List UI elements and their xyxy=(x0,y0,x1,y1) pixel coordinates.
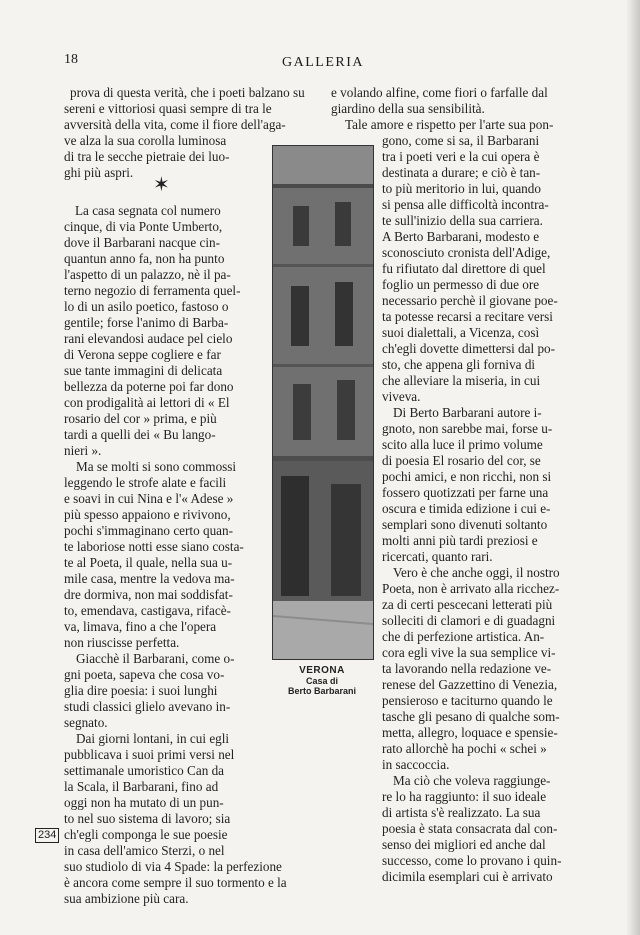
text-line: viveva. xyxy=(382,389,421,404)
text-line: terno negozio di ferramenta quel- xyxy=(64,283,241,298)
text-line: ch'egli componga le sue poesie xyxy=(64,827,228,842)
text-line: pubblicava i suoi primi versi nel xyxy=(64,747,235,762)
text-line: to più meritorio in lui, quando xyxy=(382,181,541,196)
text-line: sua ambizione più cara. xyxy=(64,891,189,906)
section-star-ornament: ✶ xyxy=(153,172,170,196)
text-line: in casa dell'amico Sterzi, o nel xyxy=(64,843,225,858)
text-line: bellezza da poterne poi far dono xyxy=(64,379,234,394)
text-line: te sull'inizio della sua carriera. xyxy=(382,213,543,228)
text-line: gono, come si sa, il Barbarani xyxy=(382,133,540,148)
text-line: metta, allegro, loquace e spensie- xyxy=(382,725,558,740)
text-line: gni poeta, sapeva che cosa vo- xyxy=(64,667,225,682)
text-line: sto, che appena gli forniva di xyxy=(382,357,536,372)
plate-number-stamp: 234 xyxy=(35,828,59,843)
text-line: l'aspetto di un palazzo, nè il pa- xyxy=(64,267,231,282)
photo-caption-title: VERONA xyxy=(299,665,345,676)
text-line: ta potesse recarsi a recitare versi xyxy=(382,309,553,324)
text-line: mile casa, mentre la vedova ma- xyxy=(64,571,235,586)
text-line: e volando alfine, come fiori o farfalle dal xyxy=(331,85,548,100)
photo-caption xyxy=(272,666,372,696)
text-line: ghi più aspri. xyxy=(64,165,134,180)
text-line: suoi dialettali, a Vicenza, così xyxy=(382,325,540,340)
text-line: giardino della sua sensibilità. xyxy=(331,101,485,116)
text-line: ch'egli dovette dimettersi dal po- xyxy=(382,341,556,356)
text-line: Vero è che anche oggi, il nostro xyxy=(393,565,560,580)
text-line: dicimila esemplari cui è arrivato xyxy=(382,869,553,884)
text-line: ve alza la sua corolla luminosa xyxy=(64,133,227,148)
text-line: semplari sono divenuti soltanto xyxy=(382,517,548,532)
text-line: rato allorchè ha pochi « schei » xyxy=(382,741,547,756)
text-line: Ma ciò che voleva raggiunge- xyxy=(393,773,551,788)
text-line: successo, come lo provano i quin- xyxy=(382,853,562,868)
text-line: to nel suo sistema di lavoro; sia xyxy=(64,811,231,826)
text-line: più spesso appaiono e rivivono, xyxy=(64,507,231,522)
text-line: rani elevandosi audace pel cielo xyxy=(64,331,233,346)
text-line: si pensa alle difficoltà incontra- xyxy=(382,197,549,212)
text-line: senso dei migliori ed anche dal xyxy=(382,837,546,852)
text-line: sconosciuto cronista dell'Adige, xyxy=(382,245,551,260)
text-line: studi classici glielo avevano in- xyxy=(64,699,231,714)
text-line: destinata a durare; e ciò è tan- xyxy=(382,165,541,180)
text-line: nieri ». xyxy=(64,443,102,458)
page-number: 18 xyxy=(64,52,78,67)
text-line: settimanale umoristico Can da xyxy=(64,763,225,778)
text-line: Poeta, non è arrivato alla ricchez- xyxy=(382,581,560,596)
text-line: Giacchè il Barbarani, come o- xyxy=(76,651,235,666)
text-line: e soavi in cui Nina e l'« Adese » xyxy=(64,491,234,506)
text-line: dove il Barbarani nacque cin- xyxy=(64,235,220,250)
text-line: foglio un permesso di due ore xyxy=(382,277,540,292)
text-line: gnoto, non sarebbe mai, forse u- xyxy=(382,421,553,436)
text-line: renese del Gazzettino di Venezia, xyxy=(382,677,558,692)
text-line: Ma se molti si sono commossi xyxy=(76,459,237,474)
text-line: te al Poeta, il quale, nella sua u- xyxy=(64,555,233,570)
text-line: di artista s'è realizzato. La sua xyxy=(382,805,541,820)
page-edge-shadow xyxy=(626,0,640,935)
text-line: Di Berto Barbarani autore i- xyxy=(393,405,542,420)
text-line: tardi a quelli dei « Bu lango- xyxy=(64,427,216,442)
text-line: la Scala, il Barbarani, fino ad xyxy=(64,779,219,794)
text-line: glia dire poesia: i suoi lunghi xyxy=(64,683,218,698)
running-head: GALLERIA xyxy=(282,55,364,70)
text-line: oscura e timida edizione i cui e- xyxy=(382,501,551,516)
text-line: gentile; forse l'animo di Barba- xyxy=(64,315,229,330)
text-line: necessario perchè il giovane poe- xyxy=(382,293,558,308)
text-line: leggendo le strofe alate e facili xyxy=(64,475,227,490)
text-line: te laboriose notti esse siano costa- xyxy=(64,539,244,554)
text-line: non riuscisse perfetta. xyxy=(64,635,180,650)
text-line: in saccoccia. xyxy=(382,757,450,772)
text-line: cora egli vive la sua semplice vi- xyxy=(382,645,556,660)
text-line: pochi amici, e non ricchi, non si xyxy=(382,469,552,484)
text-line: di tra le secche pietraie dei luo- xyxy=(64,149,230,164)
text-line: poesia è stata consacrata dal con- xyxy=(382,821,558,836)
text-line: fossero quotizzati per farne una xyxy=(382,485,549,500)
text-line: avversità della vita, come il fiore dell'aga- xyxy=(64,117,286,132)
text-line: è ancora come sempre il suo tormento e la xyxy=(64,875,287,890)
text-line: cinque, di via Ponte Umberto, xyxy=(64,219,223,234)
text-line: pensieroso e taciturno quando le xyxy=(382,693,553,708)
text-line: dre dormiva, non mai soddisfat- xyxy=(64,587,233,602)
house-photograph xyxy=(272,145,374,660)
text-line: rosario del cor » prima, e più xyxy=(64,411,217,426)
text-line: za di certi pescecani letterati più xyxy=(382,597,553,612)
photo-caption-line: Casa di xyxy=(305,676,338,686)
text-line: quantun anno fa, non ha punto xyxy=(64,251,225,266)
text-line: Dai giorni lontani, in cui egli xyxy=(76,731,230,746)
text-line: A Berto Barbarani, modesto e xyxy=(382,229,540,244)
text-line: tasche gli pesano di qualche som- xyxy=(382,709,560,724)
text-line: fu rifiutato dal direttore di quel xyxy=(382,261,546,276)
text-line: suo studiolo di via 4 Spade: la perfezione xyxy=(64,859,282,874)
text-line: va, limava, fino a che l'opera xyxy=(64,619,217,634)
text-line: ta lavorando nella redazione ve- xyxy=(382,661,552,676)
building-facade-illustration xyxy=(273,146,373,659)
text-line: Tale amore e rispetto per l'arte sua pon- xyxy=(345,117,554,132)
text-line: sue tante immagini di delicata xyxy=(64,363,223,378)
text-line: to, emendava, castigava, rifacè- xyxy=(64,603,231,618)
text-line: che di perfezione artistica. An- xyxy=(382,629,545,644)
text-line: che alleviare la miseria, in cui xyxy=(382,373,541,388)
photo-caption-line: Berto Barbarani xyxy=(287,686,357,696)
text-line: solleciti di clamori e di guadagni xyxy=(382,613,556,628)
text-line: di Verona seppe cogliere e far xyxy=(64,347,221,362)
text-line: re lo ha raggiunto: il suo ideale xyxy=(382,789,547,804)
text-line: scito alla luce il primo volume xyxy=(382,437,543,452)
text-line: prova di questa verità, che i poeti balzano su xyxy=(70,85,305,100)
text-line: segnato. xyxy=(64,715,108,730)
text-line: molti anni più tardi preziosi e xyxy=(382,533,538,548)
text-line: oggi non ha mutato di un pun- xyxy=(64,795,224,810)
text-line: lo di un asilo poetico, fastoso o xyxy=(64,299,229,314)
text-line: tra i poeti veri e la cui opera è xyxy=(382,149,540,164)
text-line: pochi s'immaginano certo quan- xyxy=(64,523,234,538)
text-line: ricercati, quanto rari. xyxy=(382,549,493,564)
text-line: sereni e vittoriosi quasi sempre di tra le xyxy=(64,101,272,116)
text-line: di poesia El rosario del cor, se xyxy=(382,453,541,468)
text-line: La casa segnata col numero xyxy=(75,203,221,218)
text-line: con prodigalità ai lettori di « El xyxy=(64,395,230,410)
